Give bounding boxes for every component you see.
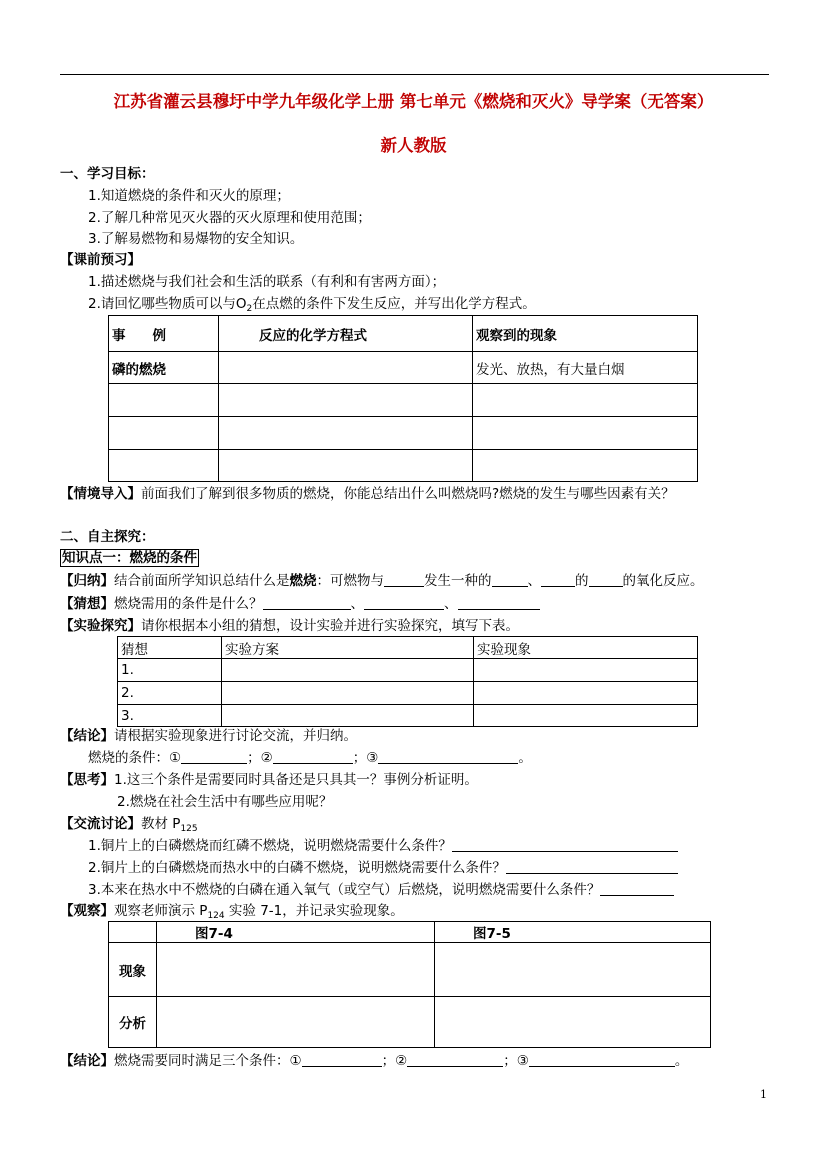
table1-answer-cell[interactable] [473,417,698,450]
discussion-q2: 2.铜片上的白磷燃烧而热水中的白磷不燃烧，说明燃烧需要什么条件？ [88,859,678,877]
table1-answer-cell[interactable] [473,450,698,482]
table1-header-equation: 反应的化学方程式 [219,316,473,352]
table1-answer-cell[interactable] [109,417,219,450]
table2-header-plan: 实验方案 [222,637,474,659]
discussion-blank-1[interactable] [452,838,678,852]
guess-blank-2[interactable] [364,596,444,610]
discussion-blank-2[interactable] [506,860,678,874]
table2-answer-cell[interactable] [222,705,474,727]
experiment-table [117,636,698,727]
table2-row-label: 3. [118,705,222,727]
table1-answer-cell[interactable] [109,384,219,417]
preview-item-2: 2.请回忆哪些物质可以与$O_2$在点燃的条件下发生反应，并写出化学方程式。 [88,296,536,314]
table3-row-phenomenon: 现象 [109,943,157,997]
conclusion1-line: 【结论】请根据实验现象进行讨论交流，并归纳。 [60,728,357,744]
section2-heading: 二、自主探究： [60,529,155,545]
conditions-line: 燃烧的条件：① ；② ；③ 。 [88,750,532,766]
objective-1: 1.知道燃烧的条件和灭火的原理； [88,188,290,204]
table3-header-fig74: 图7-4 [157,922,435,943]
discussion-line: 【交流讨论】教材 $P_{125}$ [60,816,198,834]
objective-2: 2.了解几种常见灭火器的灭火原理和使用范围； [88,210,371,226]
page-number: 1 [760,1088,767,1101]
discussion-q1: 1.铜片上的白磷燃烧而红磷不燃烧，说明燃烧需要什么条件？ [88,837,678,855]
section1-heading: 一、学习目标： [60,166,155,182]
induction-blank-4[interactable] [589,573,623,587]
table2-answer-cell[interactable] [474,659,698,682]
condition-blank-2[interactable] [273,750,353,764]
table1-answer-cell[interactable] [219,352,473,384]
induction-line: 【归纳】结合前面所学知识总结什么是燃烧：可燃物与 发生一种的 、 的 的氧化反应。 [60,573,704,589]
table3-header-fig75: 图7-5 [435,922,711,943]
preview-item-1: 1.描述燃烧与我们社会和生活的联系（有利和有害两方面）； [88,274,446,290]
think-q2: 2.燃烧在社会生活中有哪些应用呢？ [117,794,333,810]
induction-blank-3[interactable] [541,573,575,587]
guess-line: 【猜想】燃烧需用的条件是什么？ 、 、 [60,595,540,613]
table2-row-label: 1. [118,659,222,682]
condition-blank-3[interactable] [378,750,518,764]
table1-answer-cell[interactable] [219,417,473,450]
table2-header-guess: 猜想 [118,637,222,659]
experiment-line: 【实验探究】请你根据本小组的猜想，设计实验并进行实验探究，填写下表。 [60,618,519,634]
condition-blank-1[interactable] [181,750,247,764]
knowledge-point-1: 知识点一：燃烧的条件 [62,550,197,566]
table3-row-analysis: 分析 [109,997,157,1048]
discussion-q3: 3.本来在热水中不燃烧的白磷在通入氧气（或空气）后燃烧，说明燃烧需要什么条件？ [88,881,674,899]
scenario-intro: 【情境导入】前面我们了解到很多物质的燃烧，你能总结出什么叫燃烧吗?燃烧的发生与哪些因素有关？ [60,486,675,502]
induction-blank-2[interactable] [492,573,528,587]
objective-3: 3.了解易燃物和易爆物的安全知识。 [88,231,304,247]
think-line: 【思考】1.这三个条件是需要同时具备还是只具其一？事例分析证明。 [60,772,478,788]
table2-answer-cell[interactable] [222,659,474,682]
observation-table [108,921,711,1048]
discussion-blank-3[interactable] [600,882,674,896]
guess-blank-1[interactable] [263,596,351,610]
document-subtitle: 新人教版 [380,136,447,155]
table2-header-result: 实验现象 [474,637,698,659]
table1-header-example: 事 例 [109,316,219,352]
table1-answer-cell[interactable] [109,450,219,482]
table1-answer-cell[interactable] [473,384,698,417]
final-condition-blank-2[interactable] [407,1053,503,1067]
table3-corner [109,922,157,943]
table1-answer-cell[interactable] [219,384,473,417]
final-condition-blank-3[interactable] [529,1053,675,1067]
table2-answer-cell[interactable] [474,705,698,727]
document-title: 江苏省灌云县穆圩中学九年级化学上册 第七单元《燃烧和灭火》导学案（无答案） [113,92,714,111]
final-condition-blank-1[interactable] [302,1053,382,1067]
table3-answer-cell[interactable] [157,943,435,997]
table1-header-phenomenon: 观察到的现象 [473,316,698,352]
table3-answer-cell[interactable] [435,943,711,997]
observe-line: 【观察】观察老师演示 $P_{124}$ 实验 7-1，并记录实验现象。 [60,903,404,921]
table1-cell: 磷的燃烧 [109,352,219,384]
table3-answer-cell[interactable] [157,997,435,1048]
table1-cell: 发光、放热，有大量白烟 [473,352,698,384]
table1-answer-cell[interactable] [219,450,473,482]
header-rule [60,74,769,75]
preview-heading: 【课前预习】 [60,252,141,268]
table3-answer-cell[interactable] [435,997,711,1048]
table2-answer-cell[interactable] [222,682,474,705]
guess-blank-3[interactable] [458,596,540,610]
conclusion2-line: 【结论】燃烧需要同时满足三个条件：① ；② ；③ 。 [60,1053,689,1069]
table2-answer-cell[interactable] [474,682,698,705]
induction-blank-1[interactable] [384,573,424,587]
reaction-table [108,315,698,482]
table2-row-label: 2. [118,682,222,705]
